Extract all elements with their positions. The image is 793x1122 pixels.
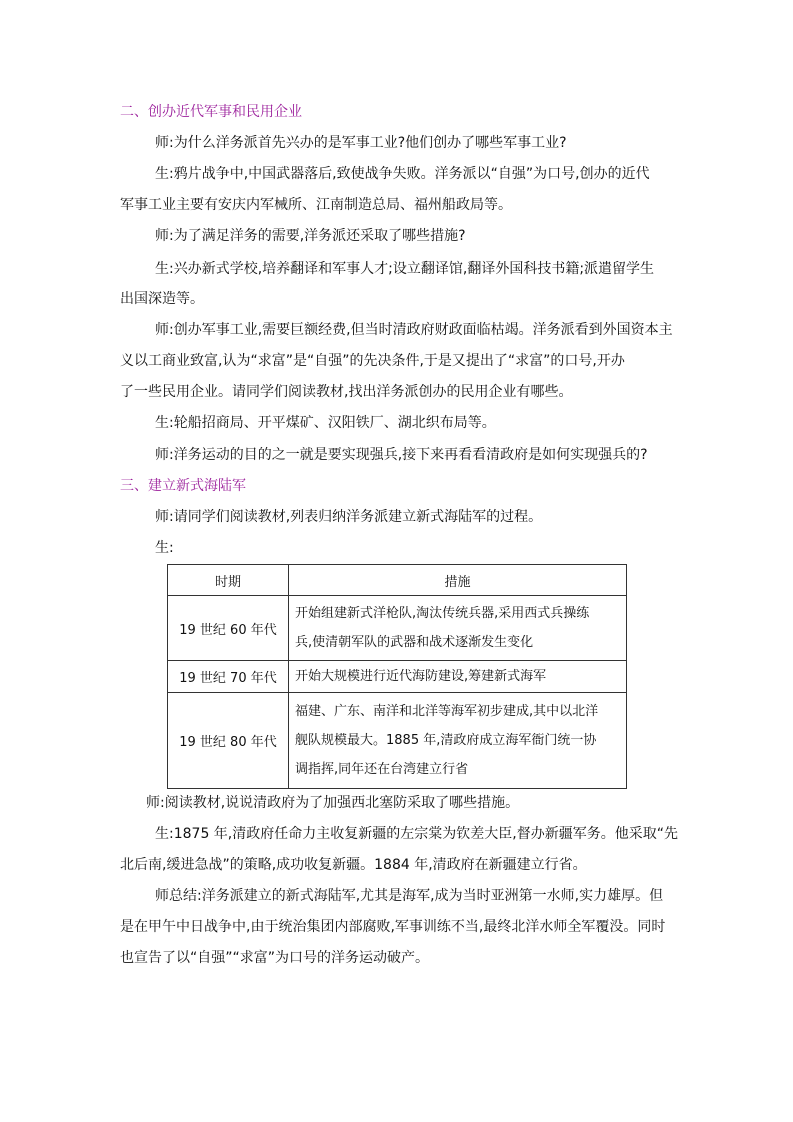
- paragraph-teacher-question-4: 师:洋务运动的目的之一就是要实现强兵,接下来再看看清政府是如何实现强兵的?: [155, 447, 648, 463]
- paragraph-teacher-summary-line1: 师总结:洋务派建立的新式海陆军,尤其是海军,成为当时亚洲第一水师,实力雄厚。但: [155, 888, 664, 904]
- paragraph-student-answer-1-line2: 军事工业主要有安庆内军械所、江南制造总局、福州船政局等。: [120, 197, 512, 213]
- table-cell-period: 19 世纪 70 年代: [168, 661, 289, 693]
- paragraph-student-answer-1-line1: 生:鸦片战争中,中国武器落后,致使战争失败。洋务派以“自强”为口号,创办的近代: [155, 166, 650, 182]
- paragraph-teacher-3-line3: 了一些民用企业。请同学们阅读教材,找出洋务派创办的民用企业有哪些。: [120, 384, 573, 400]
- table-cell-measure: [289, 596, 627, 661]
- paragraph-teacher-summary-line2: 是在甲午中日战争中,由于统治集团内部腐败,军事训练不当,最终北洋水师全军覆没。同时: [120, 919, 666, 935]
- paragraph-student-answer-3: 生:轮船招商局、开平煤矿、汉阳铁厂、湖北织布局等。: [155, 415, 496, 431]
- paragraph-student-answer-4-line1: 生:1875 年,清政府任命力主收复新疆的左宗棠为钦差大臣,督办新疆军务。他采取“先: [155, 826, 678, 842]
- table-row: [168, 661, 627, 693]
- measures-table: [167, 564, 627, 789]
- table-header-period: 时期: [168, 565, 289, 596]
- table-cell-measure-line: 调指挥,同年还在台湾建立行省: [295, 762, 469, 777]
- table-row: [168, 693, 627, 789]
- table-cell-period: 19 世纪 80 年代: [168, 693, 289, 789]
- table-cell-measure-line: 兵,使清朝军队的武器和战术逐渐发生变化: [295, 635, 534, 650]
- table-row: [168, 596, 627, 661]
- paragraph-teacher-question-2: 师:为了满足洋务的需要,洋务派还采取了哪些措施?: [155, 228, 466, 244]
- paragraph-student-answer-4-line2: 北后南,缓进急战”的策略,成功收复新疆。1884 年,清政府在新疆建立行省。: [120, 857, 587, 873]
- table-cell-measure: [289, 693, 627, 789]
- paragraph-teacher-question-6: 师:阅读教材,说说清政府为了加强西北塞防采取了哪些措施。: [146, 795, 520, 811]
- paragraph-student-answer-2-line2: 出国深造等。: [120, 291, 204, 307]
- table-cell-measure-line: 开始大规模进行近代海防建设,筹建新式海军: [295, 669, 547, 684]
- table-header-row: [168, 565, 627, 596]
- table-cell-period: 19 世纪 60 年代: [168, 596, 289, 661]
- paragraph-teacher-3-line2: 义以工商业致富,认为“求富”是“自强”的先决条件,于是又提出了“求富”的口号,开办: [120, 353, 625, 369]
- paragraph-student-answer-2-line1: 生:兴办新式学校,培养翻译和军事人才;设立翻译馆,翻译外国科技书籍;派遣留学生: [155, 261, 655, 277]
- table-cell-measure-line: 舰队规模最大。1885 年,清政府成立海军衙门统一协: [295, 733, 597, 748]
- paragraph-teacher-question-5: 师:请同学们阅读教材,列表归纳洋务派建立新式海陆军的过程。: [155, 509, 543, 525]
- paragraph-student-label: 生:: [155, 540, 174, 556]
- paragraph-teacher-3-line1: 师:创办军事工业,需要巨额经费,但当时清政府财政面临枯竭。洋务派看到外国资本主: [155, 322, 673, 338]
- paragraph-teacher-summary-line3: 也宣告了以“自强”“求富”为口号的洋务运动破产。: [120, 950, 430, 966]
- section-heading-2: 二、创办近代军事和民用企业: [120, 104, 302, 120]
- table-cell-measure-line: 开始组建新式洋枪队,淘汰传统兵器,采用西式兵操练: [295, 606, 590, 621]
- table-header-measure: 措施: [289, 565, 627, 596]
- table-cell-measure: [289, 661, 627, 693]
- paragraph-teacher-question-1: 师:为什么洋务派首先兴办的是军事工业?他们创办了哪些军事工业?: [155, 135, 567, 151]
- section-heading-3: 三、建立新式海陆军: [120, 478, 246, 494]
- table-cell-measure-line: 福建、广东、南洋和北洋等海军初步建成,其中以北洋: [295, 704, 599, 719]
